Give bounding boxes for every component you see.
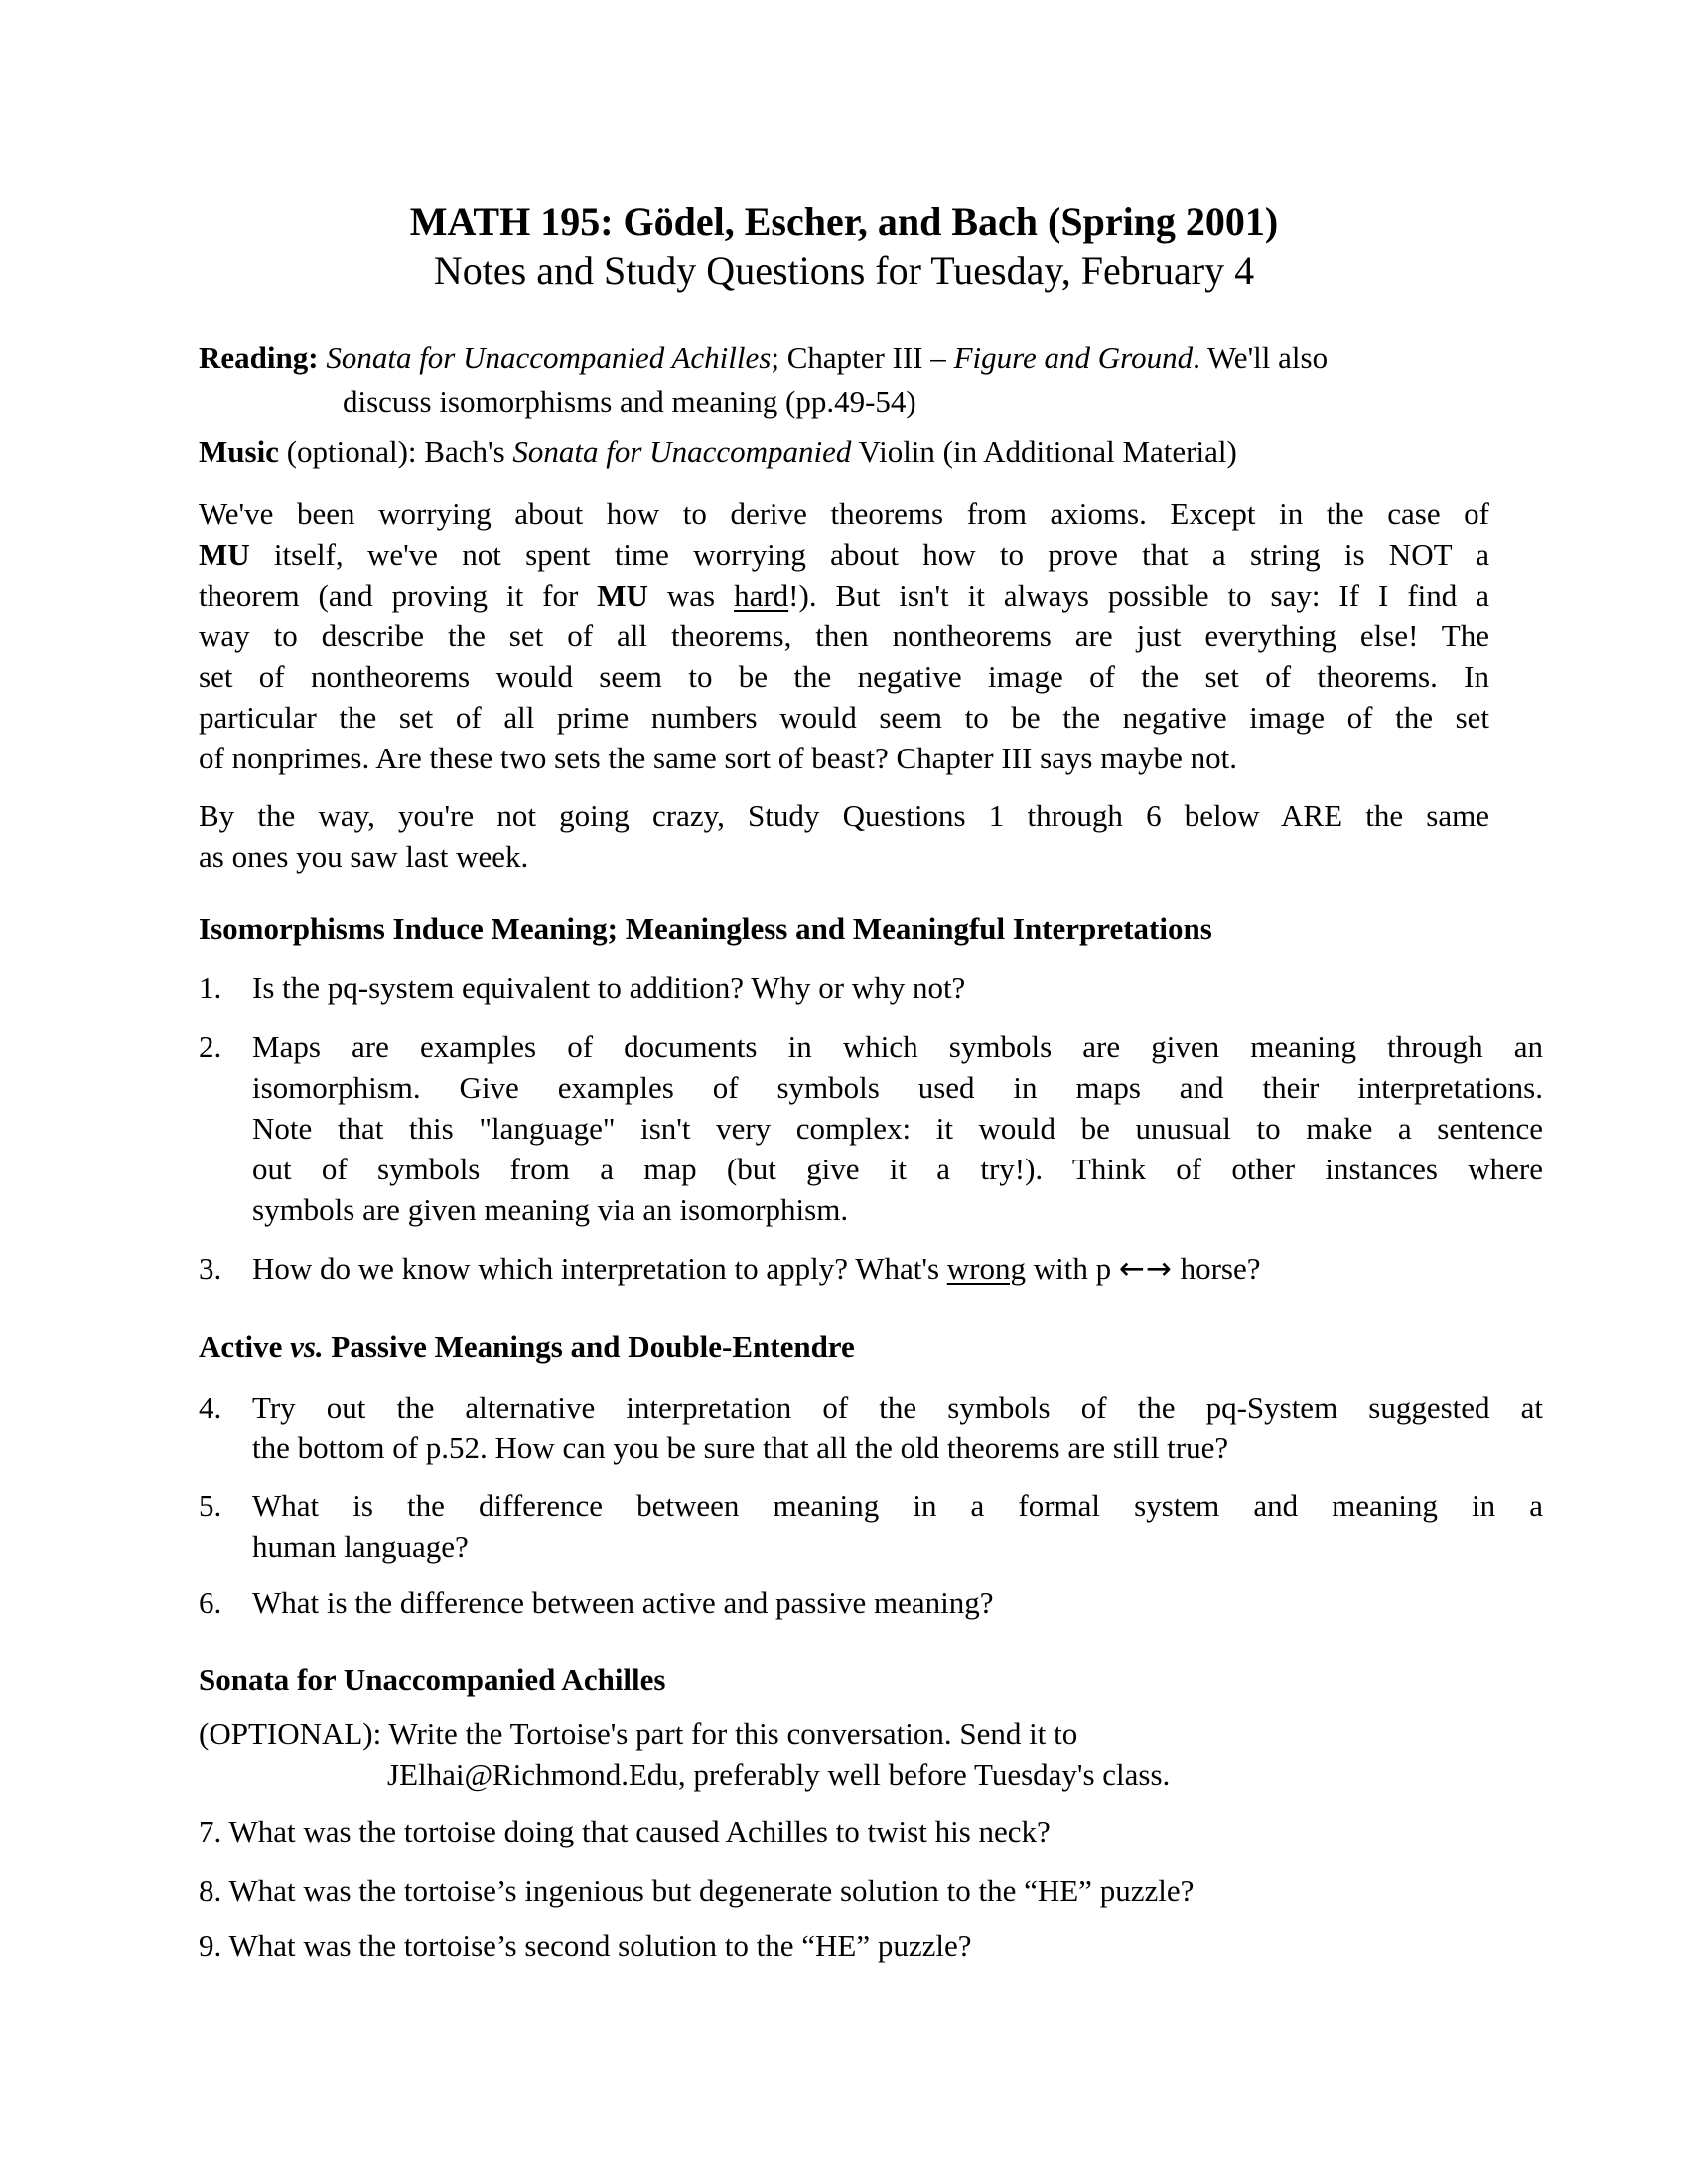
- vs-italic: vs.: [290, 1329, 324, 1364]
- optional-note-line-1: (OPTIONAL): Write the Tortoise's part for this conversation. Send it to: [199, 1716, 1078, 1751]
- question-number: 4.: [199, 1390, 222, 1425]
- question-number: 2.: [199, 1029, 222, 1064]
- reading-work-1: Sonata for Unaccompanied Achilles: [326, 341, 772, 375]
- music-rest-2: Violin (in Additional Material): [851, 434, 1237, 469]
- question-text-part: with p: [1026, 1251, 1119, 1286]
- paragraph-text: !). But isn't it always possible to say: If I find a: [788, 578, 1489, 613]
- mu-bold: MU: [597, 578, 648, 613]
- study-question-8: 8. What was the tortoise’s ingenious but degenerate solution to the “HE” puzzle?: [199, 1873, 1195, 1908]
- question-text: [252, 1248, 1543, 1290]
- reading-line-2: discuss isomorphisms and meaning (pp.49-54): [343, 384, 916, 419]
- question-number: 6.: [199, 1585, 222, 1620]
- double-arrow-icon: ←→: [1118, 1251, 1173, 1287]
- question-text-part: How do we know which interpretation to apply? What's: [252, 1251, 947, 1286]
- question-number: 3.: [199, 1251, 222, 1286]
- question-text-line-2: human language?: [252, 1529, 469, 1564]
- study-question-6: [199, 1582, 1543, 1623]
- optional-note-line-2: JElhai@Richmond.Edu, preferably well before Tuesday's class.: [387, 1757, 1171, 1792]
- heading-part: Active: [199, 1329, 291, 1364]
- study-question-3: [199, 1248, 1543, 1290]
- paragraph-theorems-line-5: set of nontheorems would seem to be the negative image of the set of theorems. In: [199, 659, 1489, 694]
- reading-line-1: [199, 337, 1489, 380]
- title-line-1: MATH 195: Gödel, Escher, and Bach (Spring 2001): [409, 200, 1279, 244]
- paragraph-theorems-line-2: [199, 534, 1489, 575]
- question-text-line-2: isomorphism. Give examples of symbols used in maps and their interpretations.: [252, 1070, 1543, 1105]
- reading-section: [199, 337, 1489, 424]
- music-work: Sonata for Unaccompanied: [512, 434, 852, 469]
- paragraph-by-the-way: [199, 795, 1489, 877]
- heading-part: Passive Meanings and Double-Entendre: [323, 1329, 855, 1364]
- study-question-5: [199, 1485, 1543, 1567]
- paragraph-text: itself, we've not spent time worrying about how to prove that a string is NOT a: [249, 537, 1489, 572]
- question-text: Is the pq-system equivalent to addition? Why or why not?: [252, 970, 966, 1005]
- document-title: [199, 198, 1489, 295]
- title-line-2: Notes and Study Questions for Tuesday, February 4: [433, 248, 1255, 293]
- study-question-4: [199, 1387, 1543, 1468]
- wrong-underlined: wrong: [946, 1251, 1026, 1286]
- music-section: [199, 431, 1489, 472]
- paragraph-text: theorem (and proving it for: [199, 578, 598, 613]
- section-heading-sonata: Sonata for Unaccompanied Achilles: [199, 1662, 666, 1697]
- question-text-line-2: the bottom of p.52. How can you be sure that all the old theorems are still true?: [252, 1431, 1229, 1465]
- paragraph-theorems-line-7: of nonprimes. Are these two sets the same sort of beast? Chapter III says maybe not.: [199, 741, 1237, 775]
- study-question-9: 9. What was the tortoise’s second solution to the “HE” puzzle?: [199, 1928, 972, 1963]
- paragraph-theorems: [199, 493, 1489, 778]
- question-text-line-3: Note that this "language" isn't very complex: it would be unusual to make a sentence: [252, 1111, 1543, 1146]
- question-text-line-4: out of symbols from a map (but give it a try!). Think of other instances where: [252, 1152, 1543, 1186]
- question-text-line-1: Maps are examples of documents in which symbols are given meaning through an: [252, 1029, 1543, 1064]
- study-question-2: [199, 1026, 1543, 1230]
- question-text-line-5: symbols are given meaning via an isomorphism.: [252, 1192, 849, 1227]
- reading-label: Reading:: [199, 341, 319, 375]
- question-number: 5.: [199, 1488, 222, 1523]
- reading-work-2: Figure and Ground: [953, 341, 1194, 375]
- paragraph-theorems-line-3: [199, 575, 1489, 615]
- paragraph-by-the-way-line-2: as ones you saw last week.: [199, 839, 529, 874]
- optional-note: [199, 1713, 1489, 1795]
- paragraph-text: was: [647, 578, 735, 613]
- music-label: Music: [199, 434, 279, 469]
- mu-bold: MU: [199, 537, 250, 572]
- section-heading-active-passive: [199, 1326, 1489, 1367]
- paragraph-by-the-way-line-1: By the way, you're not going crazy, Study Questions 1 through 6 below ARE the same: [199, 798, 1489, 833]
- paragraph-theorems-line-4: way to describe the set of all theorems, then nontheorems are just everything else! The: [199, 618, 1489, 653]
- paragraph-theorems-line-6: particular the set of all prime numbers would seem to be the negative image of the set: [199, 700, 1489, 735]
- question-text: What is the difference between active and passive meaning?: [252, 1585, 994, 1620]
- study-question-1: [199, 967, 1543, 1008]
- question-text-line-1: Try out the alternative interpretation of the symbols of the pq-System suggested at: [252, 1390, 1543, 1425]
- question-text-line-1: What is the difference between meaning in a formal system and meaning in a: [252, 1488, 1543, 1523]
- section-heading-isomorphisms: Isomorphisms Induce Meaning; Meaningless and Meaningful Interpretations: [199, 911, 1212, 946]
- study-question-7: 7. What was the tortoise doing that caused Achilles to twist his neck?: [199, 1814, 1051, 1848]
- question-text-part: horse?: [1172, 1251, 1261, 1286]
- paragraph-theorems-line-1: We've been worrying about how to derive theorems from axioms. Except in the case of: [199, 496, 1489, 531]
- reading-mid: ; Chapter III –: [771, 341, 954, 375]
- hard-underlined: hard: [734, 578, 789, 613]
- question-number: 1.: [199, 970, 222, 1005]
- reading-tail: . We'll also: [1193, 341, 1329, 375]
- music-rest-1: (optional): Bach's: [278, 434, 513, 469]
